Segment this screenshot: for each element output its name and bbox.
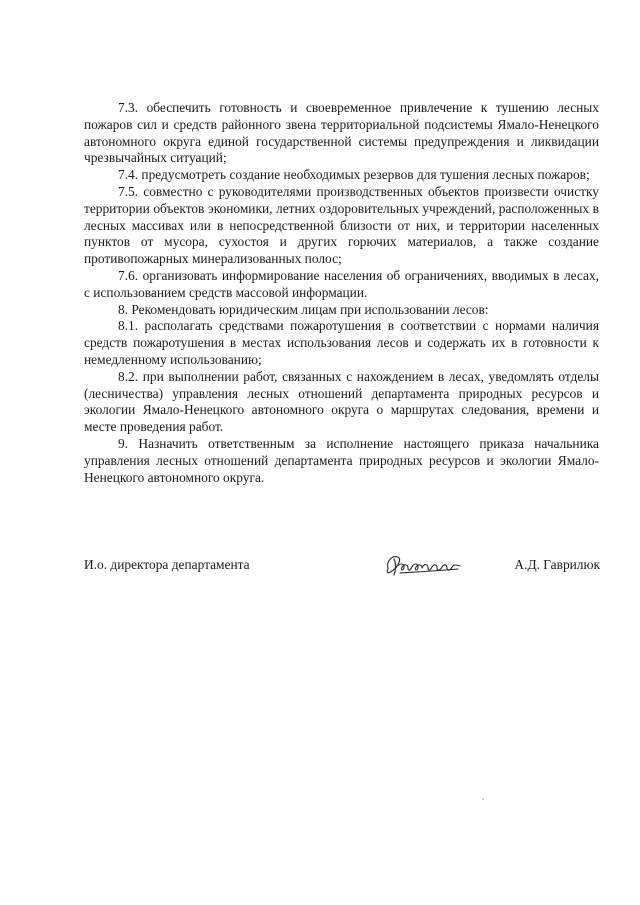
paragraph-7-4: 7.4. предусмотреть создание необходимых резервов для тушения лесных пожаров;: [118, 167, 590, 183]
paragraph-7-3: 7.3. обеспечить готовность и своевременное привлечение к тушению лесных пожаров сил и средств районного звена территориальной подсистемы Ямало-Ненецкого автономного округа единой государственной системы предупреждения и ликвидации чрезвычайных ситуаций;: [84, 100, 599, 166]
signatory-position: И.о. директора департамента: [84, 557, 250, 572]
scan-speck: [482, 798, 484, 800]
paragraph-8: 8. Рекомендовать юридическим лицам при использовании лесов:: [118, 301, 489, 317]
paragraph-7-6: 7.6. организовать информирование населения об ограничениях, вводимых в лесах, с использованием средств массовой информации.: [84, 267, 599, 300]
handwritten-signature: [380, 549, 466, 581]
paragraph-8-2: 8.2. при выполнении работ, связанных с нахождением в лесах, уведомлять отделы (лесничества) управления лесных отношений департамента природных ресурсов и экологии Ямало-Ненецкого автономного округа о маршрутах следования, времени и месте проведения работ.: [84, 368, 599, 435]
document-body: [84, 100, 599, 486]
paragraph-8-1: 8.1. располагать средствами пожаротушения в соответствии с нормами наличия средств пожаротушения в местах использования лесов и содержать их в готовности к немедленному использованию;: [84, 318, 599, 367]
paragraph-7-5: 7.5. совместно с руководителями производственных объектов произвести очистку территории объектов экономики, летних оздоровительных учреждений, расположенных в лесных массивах или в непосредственной близости от них, и территории населенных пунктов от мусора, сухостоя и других горючих материалов, а также создание противопожарных минерализованных полос;: [84, 183, 599, 267]
paragraph-9: 9. Назначить ответственным за исполнение настоящего приказа начальника управления лесных отношений департамента природных ресурсов и экологии Ямало-Ненецкого автономного округа.: [84, 435, 599, 485]
signature-block: [84, 549, 600, 583]
signatory-name: А.Д. Гаврилюк: [514, 557, 600, 572]
